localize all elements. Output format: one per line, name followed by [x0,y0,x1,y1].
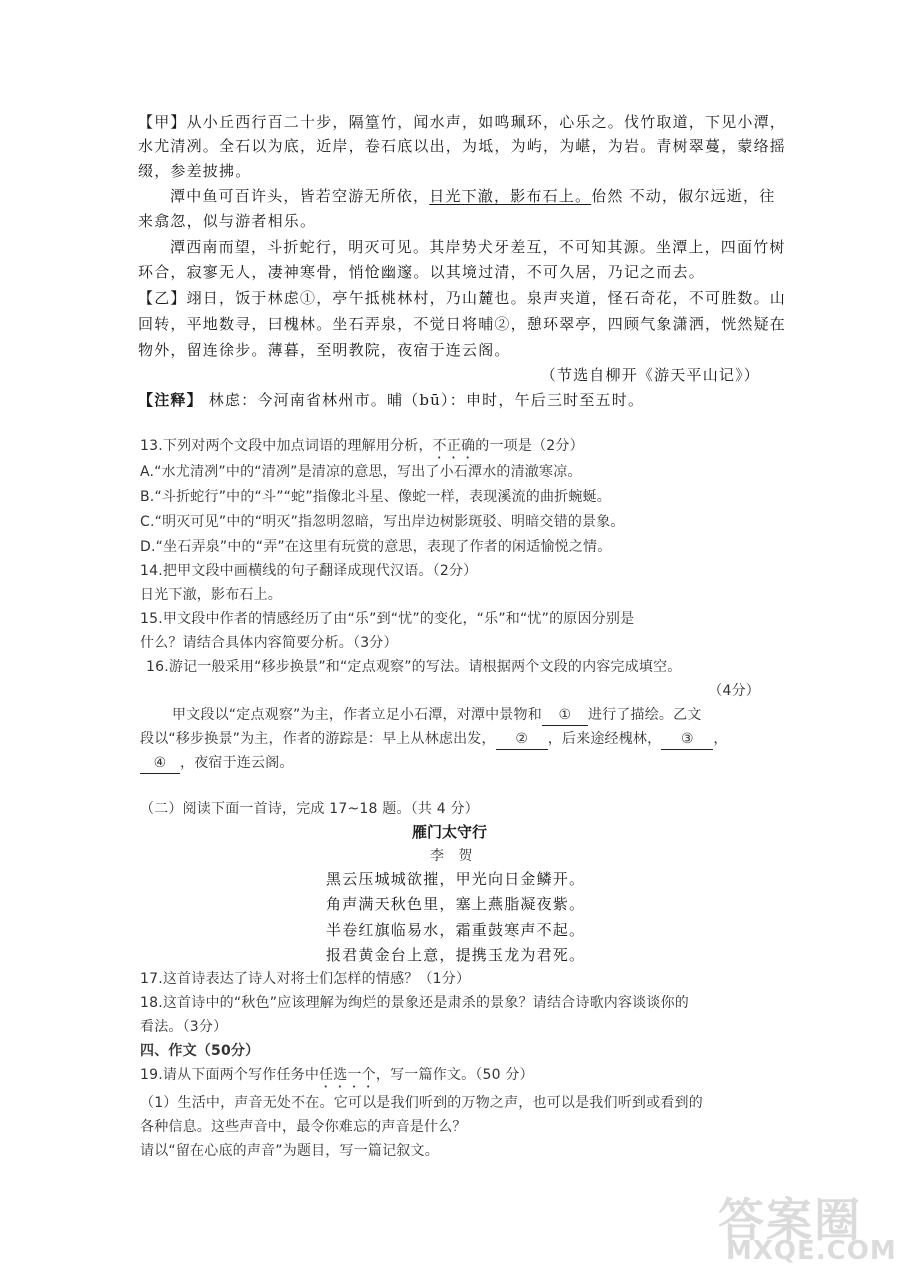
watermark-url: MXQE.COM [726,1236,897,1266]
question-18-line-2: 看法。（3分） [140,1019,228,1035]
passage-jia-line-3: 缀，参差披拂。 [138,162,252,180]
q13-post: 的一项是（2分） [475,438,584,454]
question-16-score: （4分） [708,683,760,699]
poem-author: 李 贺 [430,848,473,864]
passage-jia-line-1: 【甲】从小丘西行百二十步，隔篁竹，闻水声，如鸣珮环，心乐之。伐竹取道，下见小潭， [138,113,787,131]
passage-yi-line-2: 回转，平地数寻，曰槐林。坐石弄泉，不觉日将晡②，憩环翠亭，四顾气象潇洒，恍然疑在 [138,315,787,333]
passage-jia-p2-line-2: 来翕忽，似与游者相乐。 [138,212,317,230]
q16-fill-line-1 [172,705,702,726]
question-16-line-1: 16.游记一般采用“移步换景”和“定点观察”的写法。请根据两个文段的内容完成填空。 [146,659,682,675]
q13-option-c: C.“明灭可见”中的“明灭”指忽明忽暗，写出岸边树影斑驳、明暗交错的景象。 [140,514,625,530]
poem-line-1: 黑云压城城欲摧，甲光向日金鳞开。 [326,870,586,888]
watermark-logo [718,1184,897,1274]
task-1-line-1: （1）生活中，声音无处不在。它可以是我们听到的万物之声，也可以是我们听到或看到的 [140,1095,703,1111]
passage-source: （节选自柳开《游天平山记》） [540,366,760,384]
question-14: 14.把甲文段中画横线的句子翻译成现代汉语。（2分） [140,563,478,579]
passage-yi-line-3: 物外，留连徐步。薄暮，至明教院，夜宿于连云阁。 [138,341,511,359]
blank-1[interactable]: ① [542,705,588,726]
passage-jia-line-2: 水尤清冽。全石以为底，近岸，卷石底以出，为坻，为屿，为嵁，为岩。青树翠蔓，蒙络摇 [138,137,787,155]
q16-fill-text: ， [713,731,728,747]
passage-jia-p2-post: 佁然 不动，俶尔远逝，往 [591,187,776,205]
question-19 [140,1065,534,1091]
blank-3[interactable]: ③ [661,729,713,750]
blank-2[interactable]: ② [496,729,548,750]
q13-option-a: A.“水尤清冽”中的“清冽”是清凉的意思，写出了小石潭水的清澈寒凉。 [140,464,582,480]
poem-line-2: 角声满天秋色里，塞上燕脂凝夜紫。 [326,895,586,913]
q16-fill-text: 进行了描绘。乙文 [587,707,702,723]
poem-line-4: 报君黄金台上意，提携玉龙为君死。 [326,946,586,964]
q16-fill-text: 段以“移步换景”为主，作者的游踪是：早上从林虑出发， [140,731,496,747]
q16-fill-text: ，后来途经槐林， [547,731,662,747]
question-15-line-2: 什么？请结合具体内容简要分析。（3分） [140,635,398,651]
passage-yi-line-1: 【乙】翊日，饭于林虑①，亭午抵桃林村，乃山麓也。泉声夹道，怪石奇花，不可胜数。山 [138,289,787,307]
underlined-sentence: 日光下澈，影布石上。 [429,187,592,205]
q16-fill-line-2 [140,729,728,750]
task-1-line-3: 请以“留在心底的声音”为题目，写一篇记叙文。 [140,1143,439,1159]
q19-pre: 19.请从下面两个写作任务中 [140,1067,320,1083]
q13-option-d: D.“坐石弄泉”中的“弄”在这里有玩赏的意思，表现了作者的闲适愉悦之情。 [140,539,612,555]
question-15-line-1: 15.甲文段中作者的情感经历了由“乐”到“忧”的变化，“乐”和“忧”的原因分别是 [140,611,635,627]
passage-note [138,390,644,410]
q19-dotted: 任选一个 [319,1067,376,1083]
question-17: 17.这首诗表达了诗人对将士们怎样的情感？（1分） [140,971,471,987]
note-text: 林虑：今河南省林州市。晡（bū）：申时，午后三时至五时。 [208,391,645,409]
q16-fill-text: 甲文段以“定点观察”为主，作者立足小石潭，对潭中景物和 [172,707,542,723]
poem-line-3: 半卷红旗临易水，霜重鼓寒声不起。 [326,921,586,939]
q13-option-b: B.“斗折蛇行”中的“斗”“蛇”指像北斗星、像蛇一样，表现溪流的曲折蜿蜒。 [140,489,611,505]
q19-post: ，写一篇作文。（50 分） [375,1067,534,1083]
question-18-line-1: 18.这首诗中的“秋色”应该理解为绚烂的景象还是肃杀的景象？请结合诗歌内容谈谈你的 [140,995,689,1011]
q13-pre: 13.下列对两个文段中加点词语的理解用分析， [140,438,433,454]
passage-jia-p3-line-2: 环合，寂寥无人，凄神寒骨，悄怆幽邃。以其境过清，不可久居，乃记之而去。 [138,263,706,281]
q16-fill-line-3 [140,753,294,774]
passage-jia-p3-line-1: 潭西南而望，斗折蛇行，明灭可见。其岸势犬牙差互，不可知其源。坐潭上，四面竹树 [170,238,786,256]
passage-jia-p2-pre: 潭中鱼可百许头，皆若空游无所依， [170,187,430,205]
task-1-line-2: 各种信息。这些声音中，最令你难忘的声音是什么？ [140,1119,467,1135]
passage-jia-p2-line-1 [170,186,775,206]
section-4-heading: 四、作文（50分） [140,1043,260,1059]
section-2-heading: （二）阅读下面一首诗，完成 17~18 题。（共 4 分） [140,801,479,817]
q16-fill-text: ，夜宿于连云阁。 [180,755,294,771]
blank-4[interactable]: ④ [140,753,180,774]
watermark-logo-text: 答案圈 [718,1193,862,1247]
q14-sentence: 日光下澈，影布石上。 [140,587,282,603]
q13-dotted: 不正确 [432,438,476,454]
question-13 [140,436,584,462]
poem-title: 雁门太守行 [412,823,488,841]
note-label: 【注释】 [138,391,203,409]
